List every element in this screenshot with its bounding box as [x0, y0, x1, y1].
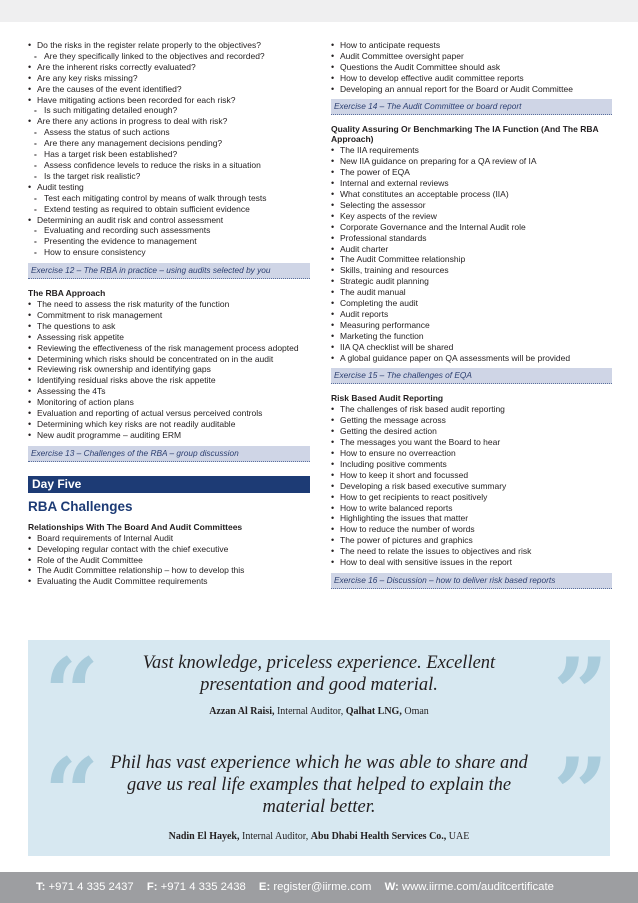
exercise-14: Exercise 14 – The Audit Committee or board report	[331, 99, 612, 115]
testimonial-2-attribution	[28, 831, 610, 842]
list-item: • Are the inherent risks correctly evaluated?	[28, 62, 310, 73]
list-item: • Do the risks in the register relate properly to the objectives?	[28, 40, 310, 51]
list-item: • The messages you want the Board to hear	[331, 437, 612, 448]
list-item: • Measuring performance	[331, 320, 612, 331]
phone-value: +971 4 335 2437	[45, 881, 134, 893]
sub-list-item: - Assess the status of such actions	[28, 127, 310, 138]
fax-value: +971 4 335 2438	[157, 881, 246, 893]
list-item: • How to develop effective audit committee reports	[331, 73, 612, 84]
phone-label: T:	[36, 881, 46, 893]
testimonial-2-text: Phil has vast experience which he was able to share and gave us real life examples that helped to explain the material better.	[110, 753, 528, 817]
list-item: • Developing an annual report for the Board or Audit Committee	[331, 84, 612, 95]
testimonial-1-org: Qalhat LNG,	[345, 706, 402, 717]
testimonial-2-role: Internal Auditor,	[239, 831, 311, 842]
list-item: • How to deal with sensitive issues in the report	[331, 557, 612, 568]
list-item: • The need to relate the issues to objectives and risk	[331, 546, 612, 557]
list-item: • Determining an audit risk and control assessment	[28, 215, 310, 226]
day-five-heading: Day Five	[28, 476, 310, 493]
risk-reporting-list	[331, 404, 612, 568]
audit-committee-list	[331, 40, 612, 95]
testimonials-box	[28, 637, 610, 856]
list-item: • Developing a risk based executive summary	[331, 481, 612, 492]
sub-list-item: - Evaluating and recording such assessments	[28, 225, 310, 236]
sub-list-item: - Are there any management decisions pending?	[28, 138, 310, 149]
right-column	[331, 40, 612, 598]
contact-footer	[0, 872, 638, 903]
testimonial-2-country: UAE	[446, 831, 470, 842]
list-item: • Internal and external reviews	[331, 178, 612, 189]
list-item: • Identifying residual risks above the risk appetite	[28, 375, 310, 386]
list-item: • Audit Committee oversight paper	[331, 51, 612, 62]
sub-list-item: - Is the target risk realistic?	[28, 171, 310, 182]
list-item: • How to reduce the number of words	[331, 524, 612, 535]
top-bar	[0, 0, 638, 22]
list-item: • The questions to ask	[28, 321, 310, 332]
list-item: • The Audit Committee relationship – how to develop this	[28, 565, 310, 576]
list-item: • Commitment to risk management	[28, 310, 310, 321]
fax-label: F:	[146, 881, 158, 893]
sub-list-item: - Is such mitigating detailed enough?	[28, 105, 310, 116]
list-item: • The power of pictures and graphics	[331, 535, 612, 546]
list-item: • Developing regular contact with the chief executive	[28, 544, 310, 555]
exercise-15: Exercise 15 – The challenges of EQA	[331, 368, 612, 384]
list-item: • Strategic audit planning	[331, 276, 612, 287]
exercise-16: Exercise 16 – Discussion – how to deliver risk based reports	[331, 573, 612, 589]
list-item: • Determining which risks should be concentrated on in the audit	[28, 354, 310, 365]
sub-list-item: - Test each mitigating control by means of walk through tests	[28, 193, 310, 204]
list-item: • How to keep it short and focussed	[331, 470, 612, 481]
list-item: • How to get recipients to react positively	[331, 492, 612, 503]
list-item: • What constitutes an acceptable process (IIA)	[331, 189, 612, 200]
quality-assuring-heading: Quality Assuring Or Benchmarking The IA Function (And The RBA Approach)	[331, 123, 599, 145]
list-item: • Reviewing risk ownership and identifying gaps	[28, 364, 310, 375]
quality-assuring-list	[331, 145, 612, 363]
list-item: • A global guidance paper on QA assessments will be provided	[331, 353, 612, 364]
list-item: • Monitoring of action plans	[28, 397, 310, 408]
list-item: • Audit testing	[28, 182, 310, 193]
contact-line	[36, 872, 554, 903]
relationships-list	[28, 533, 310, 588]
list-item: • New audit programme – auditing ERM	[28, 430, 310, 441]
list-item: • Including positive comments	[331, 459, 612, 470]
list-item: • Role of the Audit Committee	[28, 555, 310, 566]
rba-approach-heading: The RBA Approach	[28, 288, 106, 299]
list-item: • Selecting the assessor	[331, 200, 612, 211]
list-item: • Reviewing the effectiveness of the risk management process adopted	[28, 343, 310, 354]
risk-register-list	[28, 40, 310, 258]
open-quote-icon: “	[44, 637, 100, 750]
list-item: • Audit charter	[331, 244, 612, 255]
list-item: • Are there any actions in progress to deal with risk?	[28, 116, 310, 127]
sub-list-item: - How to ensure consistency	[28, 247, 310, 258]
list-item: • Are any key risks missing?	[28, 73, 310, 84]
sub-list-item: - Are they specifically linked to the objectives and recorded?	[28, 51, 310, 62]
exercise-12: Exercise 12 – The RBA in practice – using audits selected by you	[28, 263, 310, 279]
sub-list-item: - Presenting the evidence to management	[28, 236, 310, 247]
website-link[interactable]: www.iirme.com/auditcertificate	[398, 881, 554, 893]
list-item: • Are the causes of the event identified?	[28, 84, 310, 95]
list-item: • The challenges of risk based audit reporting	[331, 404, 612, 415]
testimonial-2-org: Abu Dhabi Health Services Co.,	[310, 831, 447, 842]
list-item: • New IIA guidance on preparing for a QA review of IA	[331, 156, 612, 167]
list-item: • IIA QA checklist will be shared	[331, 342, 612, 353]
list-item: • How to ensure no overreaction	[331, 448, 612, 459]
list-item: • Have mitigating actions been recorded for each risk?	[28, 95, 310, 106]
list-item: • How to anticipate requests	[331, 40, 612, 51]
list-item: • Evaluation and reporting of actual versus perceived controls	[28, 408, 310, 419]
testimonial-2-name: Nadin El Hayek,	[168, 831, 240, 842]
list-item: • The audit manual	[331, 287, 612, 298]
email-label: E:	[258, 881, 271, 893]
testimonial-1-text: Vast knowledge, priceless experience. Excellent presentation and good material.	[142, 653, 496, 695]
testimonial-1-name: Azzan Al Raisi,	[209, 706, 275, 717]
list-item: • The Audit Committee relationship	[331, 254, 612, 265]
relationships-heading: Relationships With The Board And Audit Committees	[28, 521, 243, 532]
list-item: • Evaluating the Audit Committee requirements	[28, 576, 310, 587]
list-item: • Professional standards	[331, 233, 612, 244]
testimonial-1-attribution	[28, 706, 610, 717]
list-item: • The power of EQA	[331, 167, 612, 178]
list-item: • Highlighting the issues that matter	[331, 513, 612, 524]
list-item: • Corporate Governance and the Internal Audit role	[331, 222, 612, 233]
list-item: • Assessing the 4Ts	[28, 386, 310, 397]
sub-list-item: - Has a target risk been established?	[28, 149, 310, 160]
list-item: • The IIA requirements	[331, 145, 612, 156]
list-item: • Audit reports	[331, 309, 612, 320]
risk-reporting-heading: Risk Based Audit Reporting	[331, 393, 444, 404]
list-item: • Completing the audit	[331, 298, 612, 309]
rba-approach-list	[28, 299, 310, 441]
list-item: • Getting the message across	[331, 415, 612, 426]
close-quote-icon-2: ”	[553, 737, 609, 850]
list-item: • Board requirements of Internal Audit	[28, 533, 310, 544]
list-item: • Getting the desired action	[331, 426, 612, 437]
list-item: • Assessing risk appetite	[28, 332, 310, 343]
list-item: • Determining which key risks are not readily auditable	[28, 419, 310, 430]
exercise-13: Exercise 13 – Challenges of the RBA – group discussion	[28, 446, 310, 462]
sub-list-item: - Assess confidence levels to reduce the risks in a situation	[28, 160, 310, 171]
email-link[interactable]: register@iirme.com	[270, 881, 372, 893]
close-quote-icon: ”	[553, 637, 609, 750]
list-item: • How to write balanced reports	[331, 503, 612, 514]
left-column	[28, 40, 310, 587]
sub-list-item: - Extend testing as required to obtain sufficient evidence	[28, 204, 310, 215]
list-item: • Key aspects of the review	[331, 211, 612, 222]
testimonial-1-country: Oman	[401, 706, 429, 717]
website-label: W:	[384, 881, 399, 893]
testimonial-1-role: Internal Auditor,	[274, 706, 346, 717]
list-item: • The need to assess the risk maturity of the function	[28, 299, 310, 310]
list-item: • Skills, training and resources	[331, 265, 612, 276]
list-item: • Questions the Audit Committee should ask	[331, 62, 612, 73]
open-quote-icon-2: “	[44, 737, 100, 850]
rba-challenges-heading: RBA Challenges	[28, 498, 133, 514]
list-item: • Marketing the function	[331, 331, 612, 342]
